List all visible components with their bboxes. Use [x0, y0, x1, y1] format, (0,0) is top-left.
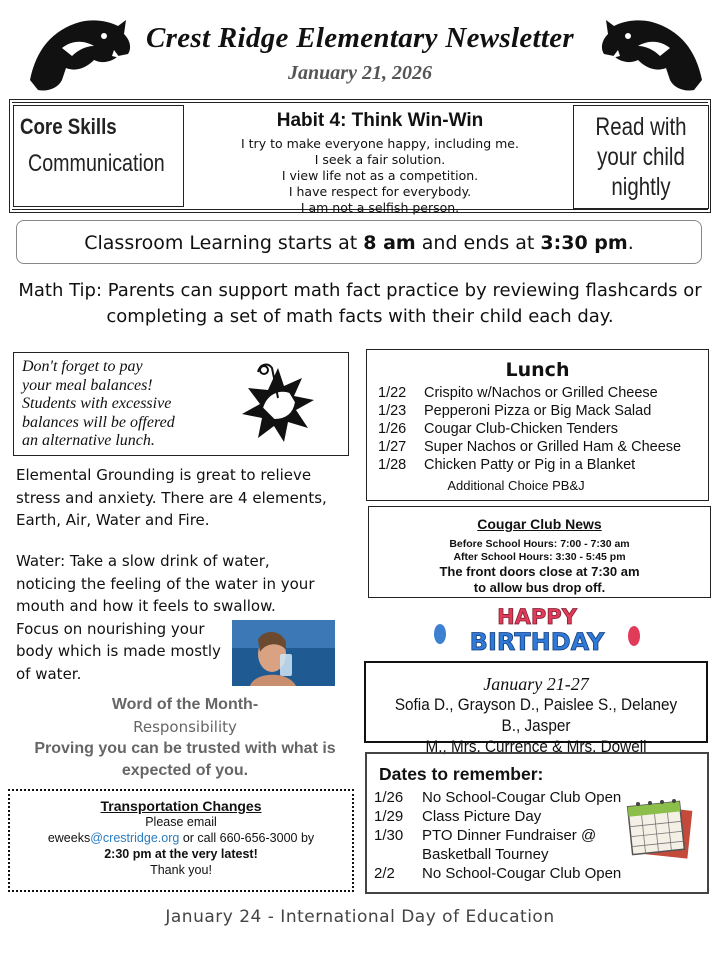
birthday-names-line: Sofia D., Grayson D., Paislee S., Delaney B., Jasper [394, 695, 678, 735]
happy-birthday-banner [432, 604, 642, 656]
habit-line: I have respect for everybody. [288, 184, 472, 199]
cougar-club-after: After School Hours: 3:30 - 5:45 pm [453, 551, 626, 563]
read-nightly-text [585, 112, 697, 202]
banner-birthday: BIRTHDAY [469, 628, 605, 656]
grounding-line: mouth and how it feels to swallow. [16, 597, 276, 615]
transportation-contact [8, 830, 354, 846]
grounding-line: Focus on nourishing your [16, 619, 205, 638]
grounding-line: stress and anxiety. There are 4 elements, [16, 488, 327, 507]
classroom-end: 3:30 pm [540, 232, 628, 254]
read-line: nightly [611, 173, 671, 201]
cougar-club-doors: The front doors close at 7:30 am [439, 564, 640, 579]
grounding-line: Elemental Grounding is great to relieve [16, 466, 312, 484]
email-user: eweeks [47, 831, 91, 845]
date-row [374, 788, 621, 807]
meal-line: balances will be offered [22, 413, 175, 431]
lunch-row [378, 421, 618, 437]
meal-line: your meal balances! [22, 376, 153, 394]
transportation-title: Transportation Changes [100, 798, 262, 814]
date-key: 1/26 [374, 789, 404, 806]
habit-line: I try to make everyone happy, including me. [241, 136, 519, 151]
transportation-deadline: 2:30 pm at the very latest! [104, 847, 258, 861]
grounding-line: Earth, Air, Water and Fire. [16, 511, 210, 529]
lunch-menu: Chicken Patty or Pig in a Blanket [424, 457, 636, 473]
grounding-intro [16, 464, 346, 532]
lunch-row [378, 457, 635, 473]
cougar-club-title: Cougar Club News [477, 516, 602, 532]
meal-line: an alternative lunch. [22, 432, 155, 449]
date-event: No School-Cougar Club Open [422, 865, 622, 882]
lunch-title: Lunch [505, 359, 570, 381]
read-line: Read with [595, 113, 687, 141]
phone-text: or call 660-656-3000 by [179, 831, 315, 845]
date-key: 2/2 [374, 865, 395, 882]
habit-line: I view life not as a competition. [281, 168, 479, 183]
read-line: your child [597, 143, 685, 171]
footer-event: January 24 - International Day of Education [165, 907, 555, 927]
lunch-menu: Pepperoni Pizza or Big Mack Salad [424, 403, 652, 419]
word-of-month-word: Responsibility [133, 718, 237, 736]
classroom-start: 8 am [363, 232, 416, 254]
classroom-suffix: . [627, 232, 634, 254]
core-skills-title: Core Skills [20, 114, 117, 139]
birthday-names [392, 694, 680, 757]
calendar-icon [624, 798, 694, 860]
classroom-prefix: Classroom Learning starts at [84, 232, 364, 254]
date-row [374, 845, 548, 864]
word-of-month-definition: Proving you can be trusted with what is [34, 740, 336, 757]
money-hand-icon [238, 358, 318, 450]
dates-title: Dates to remember: [379, 764, 544, 784]
meal-balance-text [22, 358, 232, 451]
lunch-row [378, 439, 681, 455]
cougar-club-doors: to allow bus drop off. [473, 580, 606, 595]
grounding-line: noticing the feeling of the water in your [16, 574, 315, 593]
date-event: Class Picture Day [422, 808, 542, 825]
lunch-additional: Additional Choice PB&J [447, 478, 585, 493]
date-event: PTO Dinner Fundraiser @ [422, 827, 597, 844]
meal-line: Students with excessive [22, 395, 172, 412]
lunch-row [378, 403, 651, 419]
grounding-line: Water: Take a slow drink of water, [16, 552, 270, 570]
lunch-menu: Cougar Club-Chicken Tenders [424, 421, 618, 437]
transportation-thanks: Thank you! [150, 863, 212, 877]
math-tip: Math Tip: Parents can support math fact practice by reviewing flashcards or completing a set of math facts with their child each day. [18, 280, 702, 327]
email-link[interactable]: @crestridge.org [90, 831, 180, 845]
habit-line: I am not a selfish person. [300, 200, 460, 215]
word-of-month-label: Word of the Month- [111, 696, 259, 713]
lunch-row [378, 385, 658, 401]
date-row [374, 826, 596, 845]
water-drinking-photo [232, 620, 335, 686]
lunch-menu: Crispito w/Nachos or Grilled Cheese [424, 385, 658, 401]
date-key: 1/30 [374, 827, 404, 844]
birthday-dates: January 21-27 [483, 674, 589, 694]
word-of-month-definition: expected of you. [121, 762, 249, 779]
date-row [374, 864, 621, 883]
core-skill-name: Communication [28, 150, 165, 177]
date-row [374, 807, 541, 826]
banner-happy: HAPPY [497, 605, 577, 629]
lunch-date: 1/26 [378, 421, 407, 437]
lunch-date: 1/22 [378, 385, 407, 401]
date-event: Basketball Tourney [422, 846, 549, 863]
habit-line: I seek a fair solution. [314, 152, 446, 167]
date-key: 1/29 [374, 808, 404, 825]
grounding-line: of water. [16, 664, 82, 683]
transportation-line: Please email [145, 815, 217, 829]
cougar-club-before: Before School Hours: 7:00 - 7:30 am [449, 538, 630, 550]
birthday-names-line: M., Mrs. Currence & Mrs. Dowell [425, 737, 647, 756]
meal-line: Don't forget to pay [22, 358, 143, 375]
transportation-text [8, 798, 354, 878]
classroom-hours-text [16, 232, 702, 254]
newsletter-title: Crest Ridge Elementary Newsletter [146, 22, 574, 54]
lunch-date: 1/28 [378, 457, 407, 473]
classroom-middle: and ends at [415, 232, 541, 254]
lunch-date: 1/27 [378, 439, 407, 455]
habit-title: Habit 4: Think Win-Win [276, 110, 484, 131]
date-event: No School-Cougar Club Open [422, 789, 622, 806]
newsletter-date: January 21, 2026 [288, 62, 432, 84]
lunch-date: 1/23 [378, 403, 407, 419]
grounding-line: body which is made mostly [16, 642, 221, 660]
lunch-menu: Super Nachos or Grilled Ham & Cheese [424, 439, 682, 455]
